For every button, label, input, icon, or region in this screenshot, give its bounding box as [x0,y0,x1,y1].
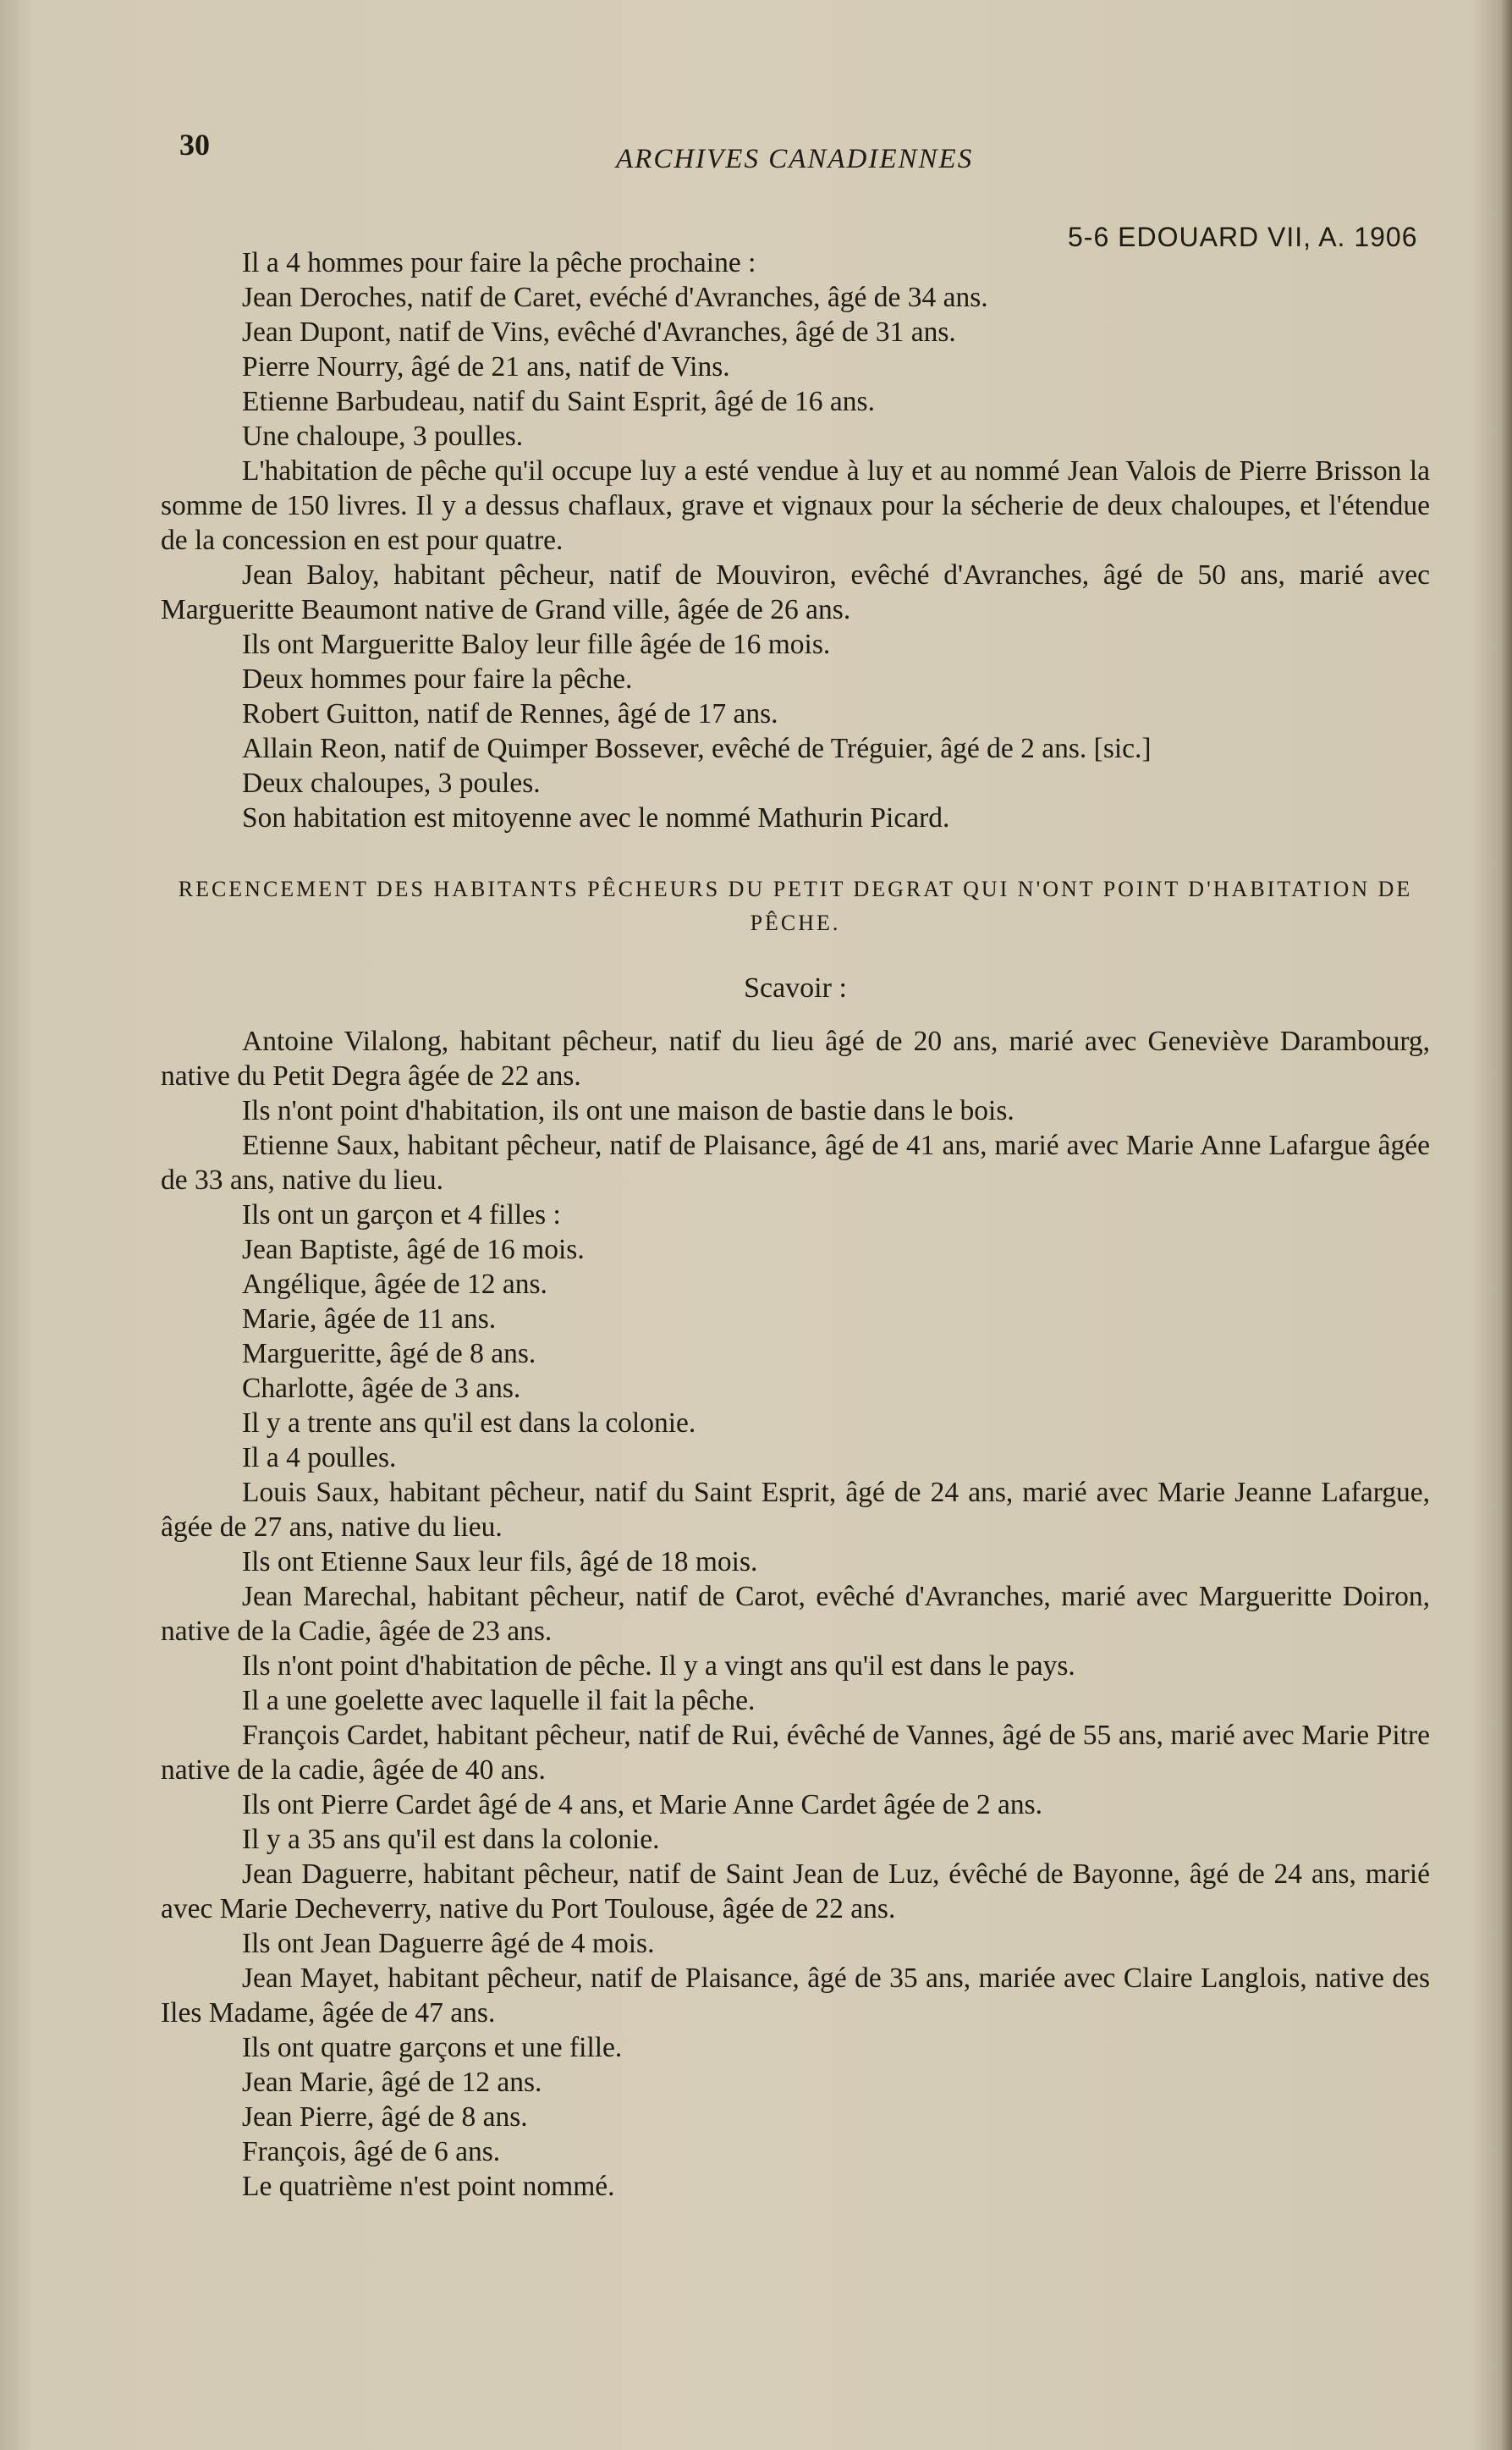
census-paragraph: François, âgé de 6 ans. [242,2136,501,2167]
census-paragraph: L'habitation de pêche qu'il occupe luy a esté vendue à luy et au nommé Jean Valois de Pierre Brisson la somme de 150 livres. Il y a dessus chaflaux, grave et vignaux pour la sécherie de deux chaloupes, et l'étendue de la concession en est pour quatre. [161,455,1430,556]
census-paragraph: François Cardet, habitant pêcheur, natif de Rui, évêché de Vannes, âgé de 55 ans, marié avec Marie Pitre native de la cadie, âgée de 40 ans. [161,1720,1430,1786]
census-paragraph: Marie, âgée de 11 ans. [242,1303,497,1335]
census-paragraph: Ils n'ont point d'habitation, ils ont une maison de bastie dans le bois. [242,1095,1014,1126]
census-paragraph: Ils ont Margueritte Baloy leur fille âgée de 16 mois. [242,629,831,660]
census-paragraph: Robert Guitton, natif de Rennes, âgé de 17 ans. [242,698,778,729]
census-paragraph: Angélique, âgée de 12 ans. [242,1269,547,1300]
census-entries-part2 [161,1024,1430,2204]
section-heading: RECENCEMENT DES HABITANTS PÊCHEURS DU PETIT DEGRAT QUI N'ONT POINT D'HABITATION DE PÊCHE. [178,877,1413,935]
census-paragraph: Ils ont Etienne Saux leur fils, âgé de 18 mois. [242,1546,758,1577]
census-paragraph: Il y a trente ans qu'il est dans la colonie. [242,1407,696,1439]
census-paragraph: Jean Deroches, natif de Caret, evéché d'Avranches, âgé de 34 ans. [242,282,988,313]
census-paragraph: Jean Dupont, natif de Vins, evêché d'Avranches, âgé de 31 ans. [242,317,956,348]
census-paragraph: Deux chaloupes, 3 poules. [242,768,541,799]
census-paragraph: Jean Pierre, âgé de 8 ans. [242,2101,528,2133]
census-paragraph: Jean Daguerre, habitant pêcheur, natif de Saint Jean de Luz, évêché de Bayonne, âgé de 24 ans, marié avec Marie Decheverry, native du Port Toulouse, âgée de 22 ans. [161,1858,1430,1924]
census-paragraph: Louis Saux, habitant pêcheur, natif du Saint Esprit, âgé de 24 ans, marié avec Marie Jeanne Lafargue, âgée de 27 ans, native du lieu. [161,1477,1430,1543]
page-spine-shadow [1500,0,1512,2450]
census-paragraph: Jean Baloy, habitant pêcheur, natif de Mouviron, evêché d'Avranches, âgé de 50 ans, marié avec Margueritte Beaumont native de Grand ville, âgée de 26 ans. [161,559,1430,625]
census-paragraph: Ils ont un garçon et 4 filles : [242,1199,561,1231]
census-paragraph: Pierre Nourry, âgé de 21 ans, natif de Vins. [242,351,730,383]
census-paragraph: Etienne Saux, habitant pêcheur, natif de Plaisance, âgé de 41 ans, marié avec Marie Anne Lafargue âgée de 33 ans, native du lieu. [161,1130,1430,1196]
census-paragraph: Jean Marechal, habitant pêcheur, natif de Carot, evêché d'Avranches, marié avec Margueritte Doiron, native de la Cadie, âgée de 23 ans. [161,1581,1430,1647]
page-number: 30 [179,128,210,162]
census-paragraph: Il a 4 poulles. [242,1442,397,1473]
census-paragraph: Jean Mayet, habitant pêcheur, natif de Plaisance, âgé de 35 ans, mariée avec Claire Langlois, native des Iles Madame, âgée de 47 ans. [161,1963,1430,2029]
census-paragraph: Ils ont quatre garçons et une fille. [242,2032,623,2063]
census-paragraph: Il a 4 hommes pour faire la pêche prochaine : [242,247,756,278]
census-paragraph: Margueritte, âgé de 8 ans. [242,1338,536,1369]
census-paragraph: Ils n'ont point d'habitation de pêche. Il y a vingt ans qu'il est dans le pays. [242,1650,1075,1682]
census-paragraph: Deux hommes pour faire la pêche. [242,663,633,695]
census-paragraph: Le quatrième n'est point nommé. [242,2171,615,2202]
census-paragraph: Allain Reon, natif de Quimper Bossever, evêché de Tréguier, âgé de 2 ans. [sic.] [242,733,1152,764]
session-header: 5-6 EDOUARD VII, A. 1906 [1068,222,1418,252]
census-paragraph: Jean Baptiste, âgé de 16 mois. [242,1234,585,1265]
census-paragraph: Etienne Barbudeau, natif du Saint Esprit, âgé de 16 ans. [242,386,875,417]
census-paragraph: Ils ont Jean Daguerre âgé de 4 mois. [242,1928,655,1959]
census-paragraph: Une chaloupe, 3 poulles. [242,421,524,452]
census-entries-part1 [161,245,1430,835]
census-paragraph: Il y a 35 ans qu'il est dans la colonie. [242,1824,660,1855]
census-paragraph: Ils ont Pierre Cardet âgé de 4 ans, et Marie Anne Cardet âgée de 2 ans. [242,1789,1043,1820]
census-paragraph: Son habitation est mitoyenne avec le nommé Mathurin Picard. [242,802,950,834]
census-paragraph: Jean Marie, âgé de 12 ans. [242,2067,542,2098]
body-text [161,245,1430,2204]
scavoir-heading: Scavoir : [744,972,847,1004]
census-paragraph: Charlotte, âgée de 3 ans. [242,1373,521,1404]
census-paragraph: Il a une goelette avec laquelle il fait la pêche. [242,1685,756,1716]
census-paragraph: Antoine Vilalong, habitant pêcheur, natif du lieu âgé de 20 ans, marié avec Geneviève Darambourg, native du Petit Degra âgée de 22 ans. [161,1026,1430,1092]
running-head: ARCHIVES CANADIENNES [616,144,974,174]
